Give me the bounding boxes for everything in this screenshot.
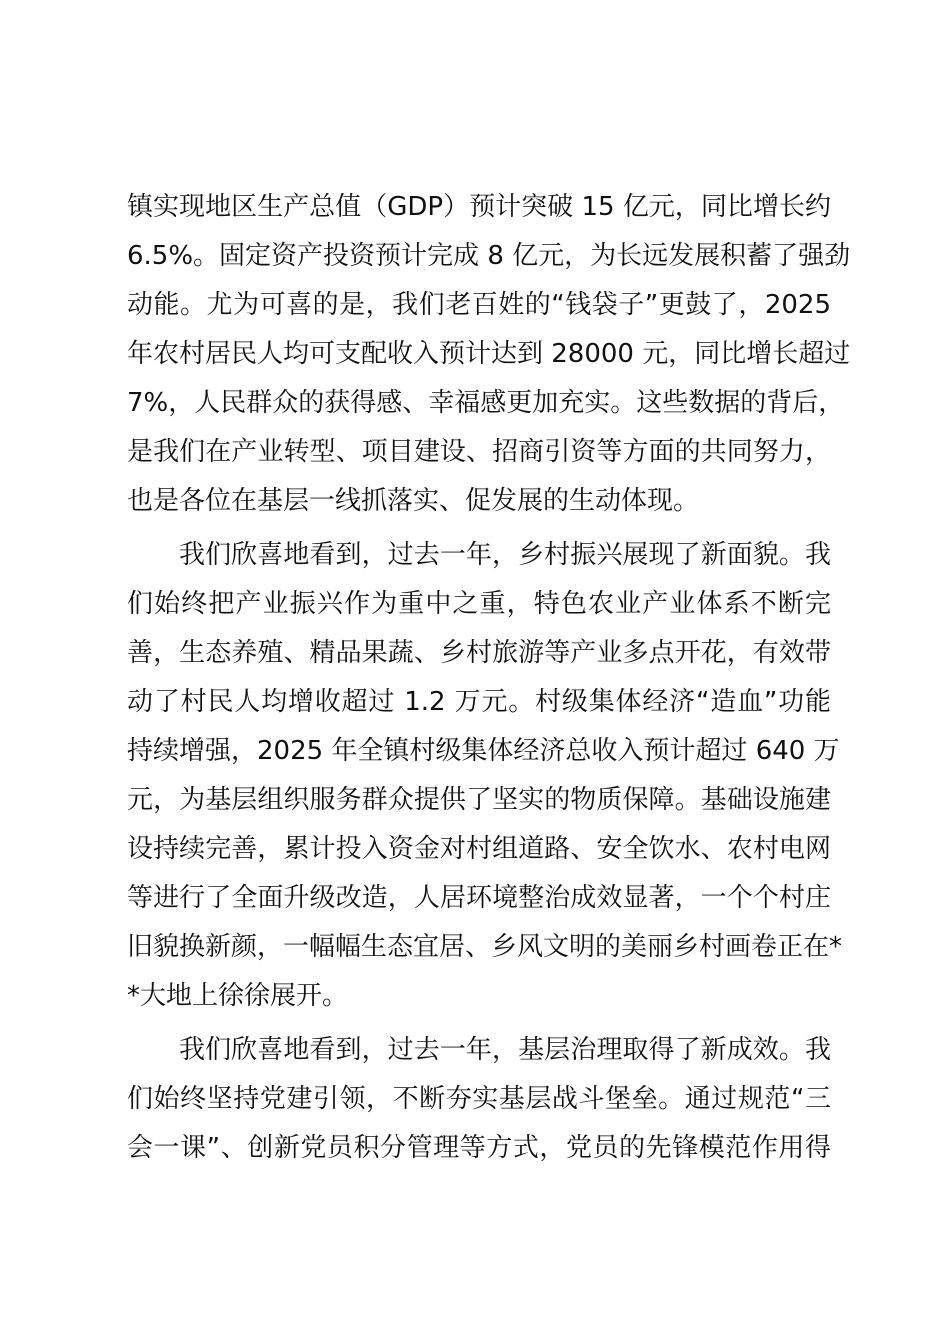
paragraph-grassroots-governance <box>127 1026 831 1173</box>
text-line: 年农村居民人均可支配收入预计达到 28000 元，同比增长超过 <box>127 339 851 369</box>
text-line: 我们欣喜地看到，过去一年，乡村振兴展现了新面貌。我 <box>179 540 831 570</box>
document-page <box>127 183 851 1178</box>
text-line: *大地上徐徐展开。 <box>127 981 349 1011</box>
text-line: 是我们在产业转型、项目建设、招商引资等方面的共同努力， <box>127 437 831 467</box>
text-line: 设持续完善，累计投入资金对村组道路、安全饮水、农村电网 <box>127 834 831 864</box>
text-line: 镇实现地区生产总值（GDP）预计突破 15 亿元，同比增长约 <box>127 192 831 222</box>
text-line: 们始终把产业振兴作为重中之重，特色农业产业体系不断完 <box>127 589 831 619</box>
text-line: 会一课”、创新党员积分管理等方式，党员的先锋模范作用得 <box>127 1133 831 1163</box>
text-line: 也是各位在基层一线抓落实、促发展的生动体现。 <box>127 486 700 516</box>
text-line: 持续增强，2025 年全镇村级集体经济总收入预计超过 640 万 <box>127 736 840 766</box>
text-line: 旧貌换新颜，一幅幅生态宜居、乡风文明的美丽乡村画卷正在* <box>127 932 843 962</box>
text-line: 动能。尤为可喜的是，我们老百姓的“钱袋子”更鼓了，2025 <box>127 290 831 320</box>
text-line: 们始终坚持党建引领，不断夯实基层战斗堡垒。通过规范“三 <box>127 1084 831 1114</box>
text-line: 善，生态养殖、精品果蔬、乡村旅游等产业多点开花，有效带 <box>127 638 831 668</box>
paragraph-economy <box>127 183 851 526</box>
text-line: 动了村民人均增收超过 1.2 万元。村级集体经济“造血”功能 <box>127 687 831 717</box>
text-line: 我们欣喜地看到，过去一年，基层治理取得了新成效。我 <box>179 1035 831 1065</box>
text-line: 6.5%。固定资产投资预计完成 8 亿元，为长远发展积蓄了强劲 <box>127 241 851 271</box>
paragraph-rural-revitalization <box>127 531 843 1021</box>
text-line: 元，为基层组织服务群众提供了坚实的物质保障。基础设施建 <box>127 785 831 815</box>
text-line: 7%，人民群众的获得感、幸福感更加充实。这些数据的背后， <box>127 388 845 418</box>
text-line: 等进行了全面升级改造，人居环境整治成效显著，一个个村庄 <box>127 883 831 913</box>
